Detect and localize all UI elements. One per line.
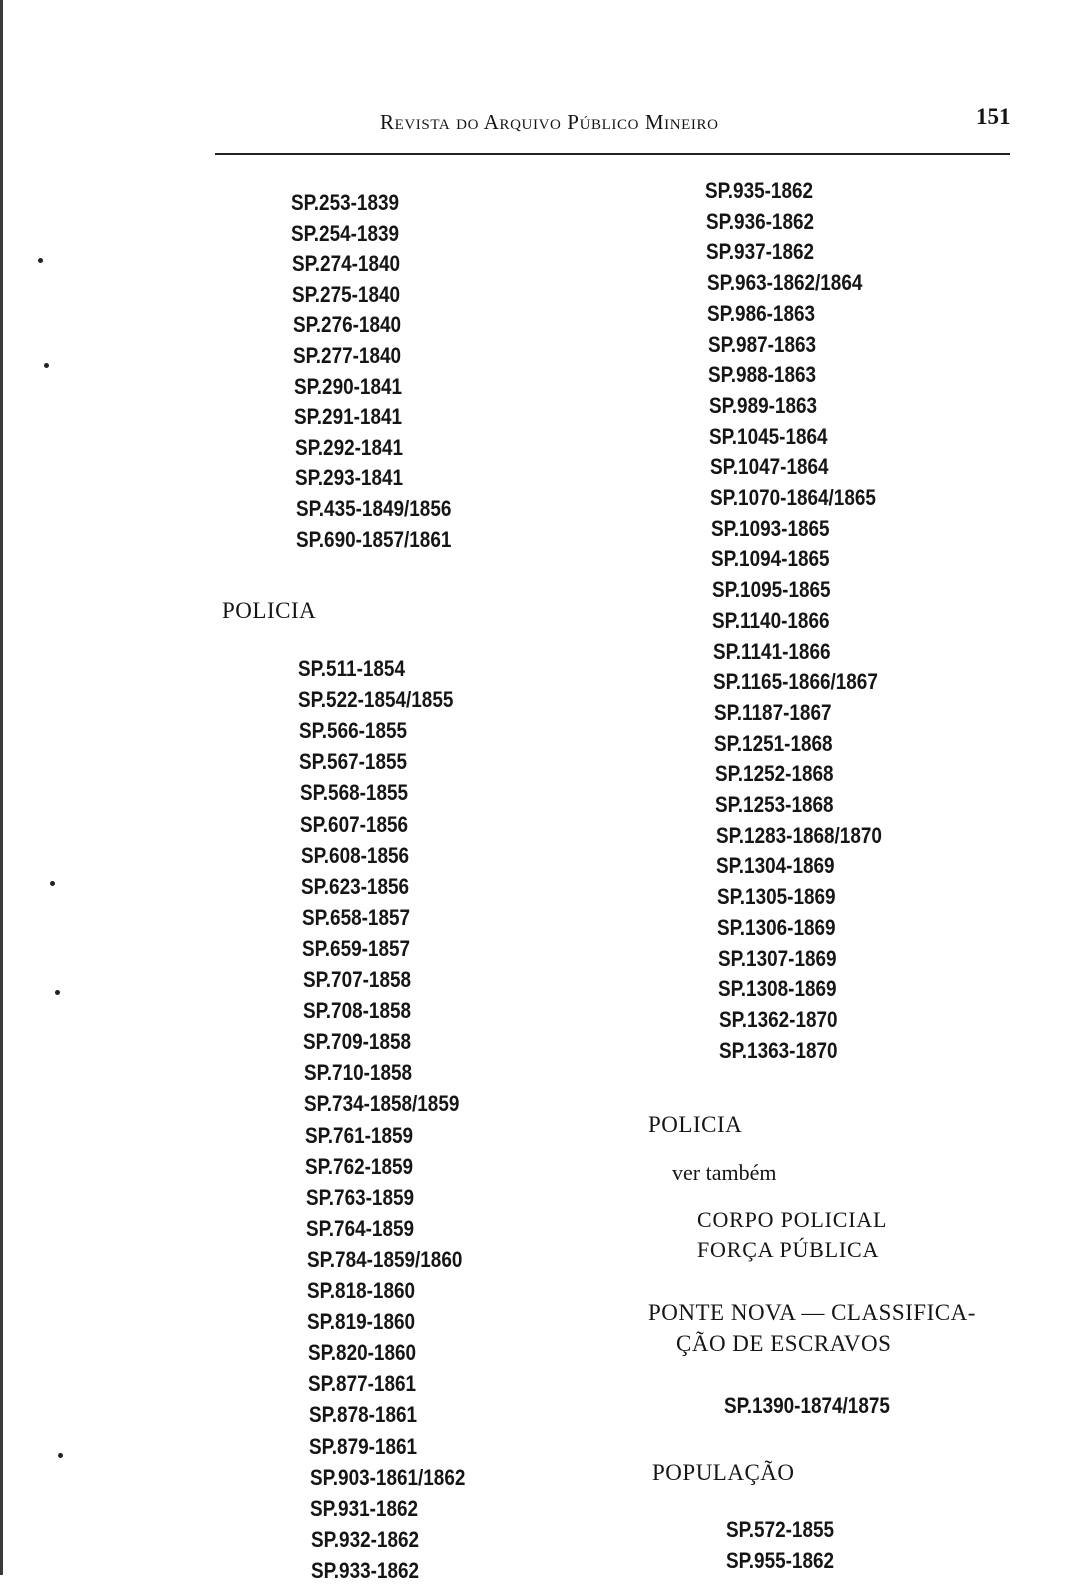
- entry-line: SP.1070-1864/1865: [710, 485, 876, 510]
- entry-line: SP.1094-1865: [711, 546, 830, 572]
- entry-line: SP.819-1860: [307, 1309, 416, 1335]
- scan-speck: [44, 363, 49, 368]
- entry-line: SP.511-1854: [298, 656, 405, 681]
- section-heading-ponte-nova: PONTE NOVA — CLASSIFICA-: [648, 1300, 976, 1325]
- entry-line: SP.658-1857: [301, 904, 410, 930]
- entry-line: SP.566-1855: [298, 718, 407, 744]
- entry-line: SP.1187-1867: [713, 699, 831, 725]
- entry-line: SP.1047-1864: [709, 454, 829, 480]
- entry-line: SP.931-1862: [310, 1495, 419, 1521]
- entry-line: SP.659-1857: [302, 935, 411, 961]
- section-heading-populacao: POPULAÇÃO: [652, 1460, 795, 1485]
- entry-line: SP.1308-1869: [718, 976, 837, 1002]
- entry-line: SP.293-1841: [295, 465, 404, 491]
- section-heading-policia: POLICIA: [222, 598, 317, 623]
- entry-line: SP.274-1840: [291, 251, 400, 277]
- see-also-ref-corpo-policial: CORPO POLICIAL: [697, 1207, 888, 1232]
- entry-line: SP.277-1840: [293, 343, 402, 368]
- entry-line: SP.818-1860: [307, 1278, 416, 1303]
- see-also-note: ver também: [672, 1160, 777, 1185]
- entry-line: SP.937-1862: [706, 239, 815, 265]
- scan-speck: [55, 990, 60, 995]
- entry-line: SP.963-1862/1864: [706, 270, 862, 296]
- entry-line: SP.1140-1866: [712, 607, 830, 633]
- entry-line: SP.761-1859: [304, 1122, 413, 1148]
- entry-line: SP.1165-1866/1867: [713, 669, 878, 695]
- entry-line: SP.955-1862: [726, 1548, 835, 1573]
- entry-line: SP.572-1855: [726, 1517, 835, 1542]
- entry-line: SP.1307-1869: [717, 945, 837, 971]
- entry-line: SP.1141-1866: [712, 638, 830, 664]
- entry-line: SP.1305-1869: [716, 884, 836, 910]
- entry-line: SP.932-1862: [310, 1526, 419, 1552]
- entry-line: SP.708-1858: [302, 998, 411, 1024]
- entry-line: SP.903-1861/1862: [309, 1464, 466, 1490]
- scan-speck: [38, 258, 43, 263]
- page-number: 151: [976, 104, 1011, 129]
- entry-line: SP.878-1861: [308, 1402, 417, 1428]
- entry-line: SP.1283-1868/1870: [715, 822, 882, 848]
- entry-line: SP.734-1858/1859: [304, 1091, 460, 1117]
- entry-line: SP.988-1863: [708, 362, 817, 388]
- entry-line: SP.253-1839: [291, 190, 400, 215]
- entry-line: SP.989-1863: [708, 392, 817, 418]
- entry-line: SP.986-1863: [707, 300, 816, 326]
- entry-line: SP.1252-1868: [714, 761, 834, 787]
- entry-line: SP.690-1857/1861: [295, 526, 452, 552]
- entry-line: SP.933-1862: [311, 1557, 420, 1583]
- entry-line: SP.276-1840: [292, 312, 401, 338]
- entry-line: SP.292-1841: [294, 434, 403, 460]
- entry-line: SP.291-1841: [294, 404, 403, 430]
- entry-line: SP.1390-1874/1875: [724, 1393, 890, 1418]
- scan-speck: [58, 1453, 63, 1458]
- entry-line: SP.1304-1869: [716, 853, 835, 879]
- entry-line: SP.1095-1865: [711, 577, 831, 603]
- entry-line: SP.1363-1870: [719, 1037, 838, 1063]
- scan-speck: [50, 881, 55, 886]
- entry-line: SP.290-1841: [293, 373, 402, 399]
- entry-line: SP.707-1858: [302, 967, 411, 992]
- header-rule: [215, 153, 1010, 155]
- entry-line: SP.820-1860: [307, 1340, 416, 1366]
- entry-line: SP.764-1859: [306, 1215, 415, 1241]
- running-header: Revista do Arquivo Público Mineiro: [380, 110, 719, 134]
- entry-line: SP.522-1854/1855: [298, 687, 454, 713]
- entry-line: SP.936-1862: [705, 208, 814, 234]
- entry-line: SP.254-1839: [291, 220, 400, 246]
- entry-line: SP.568-1855: [299, 780, 408, 806]
- section-heading-ponte-nova-cont: ÇÃO DE ESCRAVOS: [676, 1331, 892, 1356]
- entry-line: SP.1306-1869: [717, 914, 836, 940]
- see-also-ref-forca-publica: FORÇA PÚBLICA: [697, 1237, 880, 1262]
- section-heading-policia-see-also: POLICIA: [648, 1112, 743, 1137]
- entry-line: SP.987-1863: [707, 331, 816, 357]
- entry-line: SP.763-1859: [305, 1184, 414, 1210]
- scan-edge: [0, 0, 3, 1575]
- entry-line: SP.877-1861: [308, 1371, 417, 1397]
- entry-line: SP.567-1855: [299, 749, 408, 775]
- entry-line: SP.1251-1868: [714, 730, 833, 756]
- entry-line: SP.1045-1864: [709, 423, 828, 449]
- entry-line: SP.710-1858: [303, 1060, 412, 1086]
- entry-line: SP.709-1858: [303, 1029, 412, 1055]
- entry-line: SP.1253-1868: [715, 792, 834, 817]
- entry-line: SP.879-1861: [309, 1433, 418, 1459]
- entry-line: SP.275-1840: [292, 281, 401, 307]
- entry-line: SP.623-1856: [301, 873, 410, 899]
- entry-line: SP.762-1859: [305, 1153, 414, 1179]
- entry-line: SP.1362-1870: [718, 1006, 838, 1032]
- entry-line: SP.935-1862: [705, 178, 814, 203]
- entry-line: SP.784-1859/1860: [306, 1246, 462, 1272]
- entry-line: SP.1093-1865: [710, 515, 830, 541]
- entry-line: SP.607-1856: [300, 811, 409, 837]
- entry-line: SP.435-1849/1856: [295, 496, 451, 521]
- entry-line: SP.608-1856: [300, 842, 409, 868]
